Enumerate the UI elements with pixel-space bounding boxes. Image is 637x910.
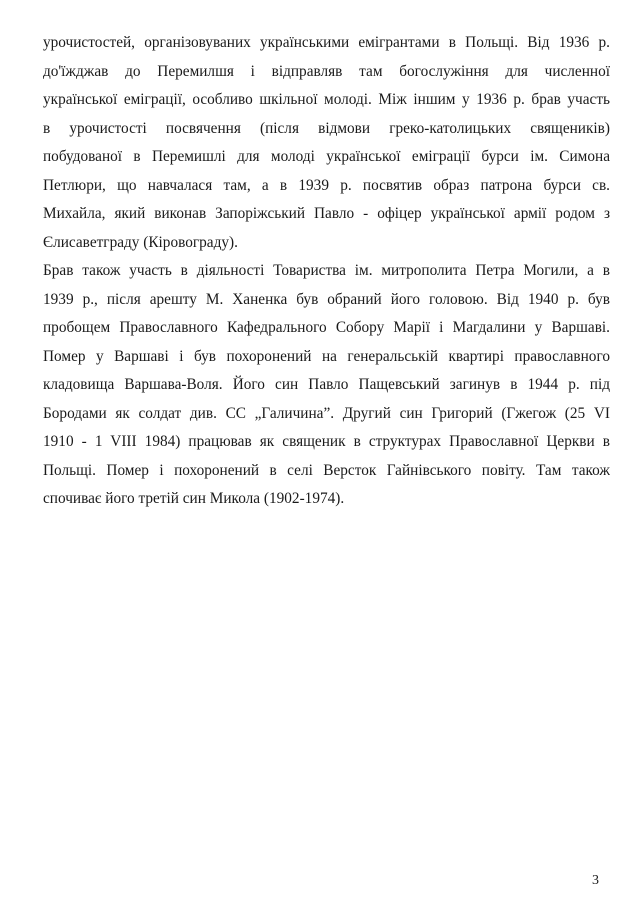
text-line: кладовища Варшава-Воля. Його син Павло Пащевський загинув в 1944 р. під bbox=[43, 376, 610, 393]
text-line: в урочистості посвячення (після відмови греко-католицьких священиків) bbox=[43, 119, 610, 137]
text-line: до'їжджав до Перемилшя і відправляв там богослужіння для численної bbox=[43, 62, 610, 80]
text-line: пробощем Православного Кафедрального Собору Марії і Магдалини у Варшаві. bbox=[43, 319, 610, 336]
text-line: урочистостей, організовуваних українськими емігрантами в Польщі. Від 1936 р. bbox=[43, 34, 610, 51]
text-line: Польщі. Помер і похоронений в селі Версток Гайнівського повіту. Там також bbox=[43, 461, 610, 479]
text-line: української еміграції, особливо шкільної молоді. Між іншим у 1936 р. брав участь bbox=[43, 91, 610, 108]
text-line: Помер у Варшаві і був похоронений на генеральській квартирі православного bbox=[43, 347, 610, 365]
text-line: Брав також участь в діяльності Товариства ім. митрополита Петра Могили, а в bbox=[43, 262, 610, 279]
text-line: Михайла, який виконав Запоріжський Павло - офіцер української армії родом з bbox=[43, 205, 610, 222]
text-line: побудованої в Перемишлі для молоді української еміграції бурси ім. Симона bbox=[43, 148, 610, 165]
text-line: Єлисаветграду (Кіровограду). bbox=[43, 233, 238, 251]
page-number: 3 bbox=[592, 873, 599, 888]
text-line: 1910 - 1 VIII 1984) працював як священик в структурах Православної Церкви в bbox=[43, 433, 610, 450]
text-line: 1939 р., після арешту М. Ханенка був обраний його головою. Від 1940 р. був bbox=[43, 290, 610, 308]
body-text bbox=[43, 29, 610, 514]
text-line: спочиває його третій син Микола (1902-1974). bbox=[43, 490, 345, 507]
text-line: Бородами як солдат див. СС „Галичина”. Другий син Григорий (Гжегож (25 VI bbox=[43, 404, 610, 422]
text-line: Петлюри, що навчалася там, а в 1939 р. посвятив образ патрона бурси св. bbox=[43, 176, 610, 194]
